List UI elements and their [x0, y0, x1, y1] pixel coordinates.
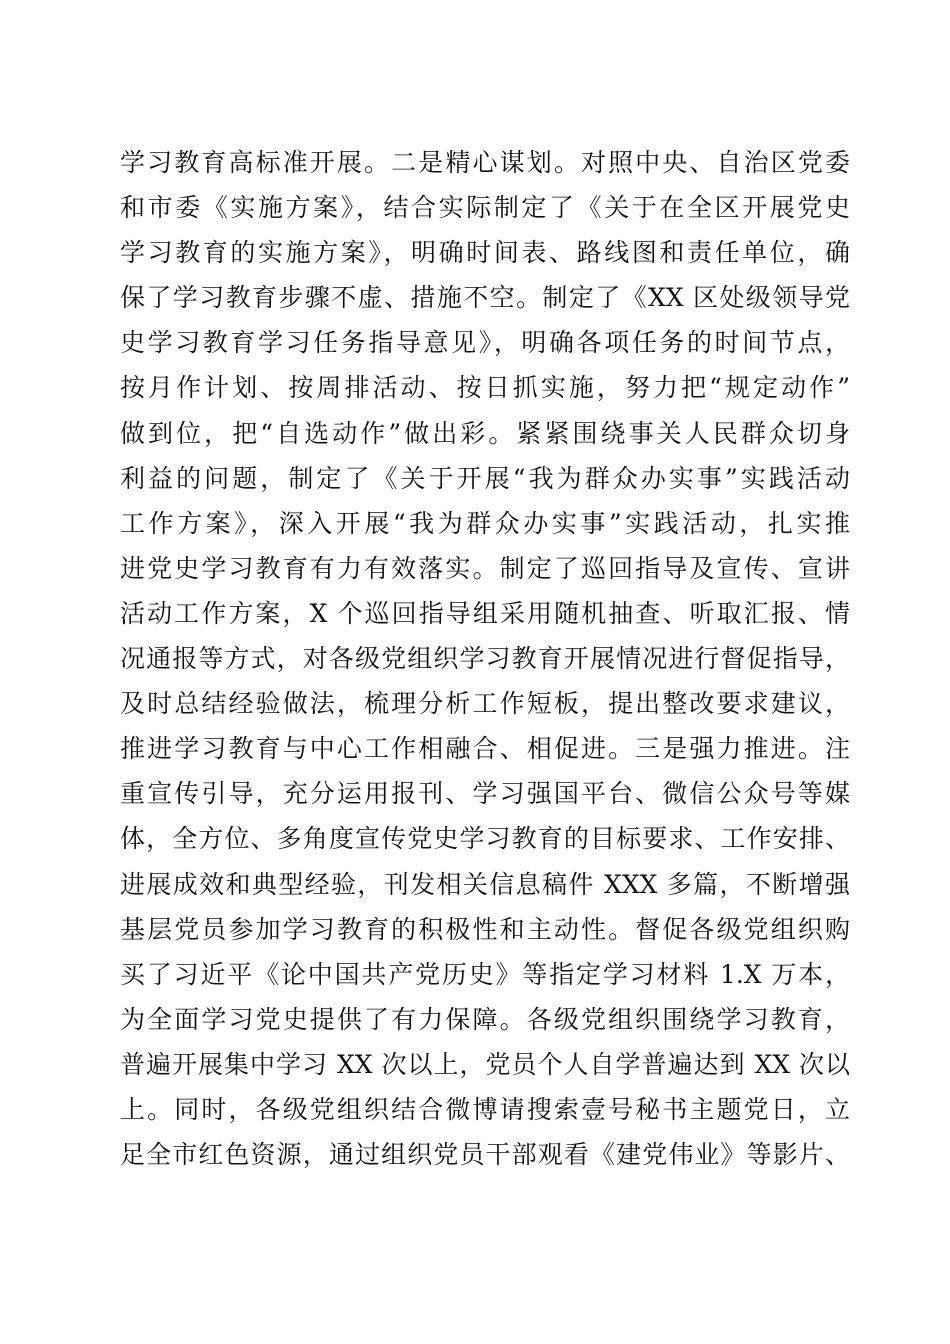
text-line: 按月作计划、按周排活动、按日抓实施，努力把“规定动作” [120, 373, 850, 403]
text-line: 基层党员参加学习教育的积极性和主动性。督促各级党组织购 [120, 914, 850, 944]
body-text [120, 140, 850, 1177]
text-line: 保了学习教育步骤不虚、措施不空。制定了《XX 区处级领导党 [120, 283, 850, 313]
text-line: 况通报等方式，对各级党组织学习教育开展情况进行督促指导， [120, 644, 850, 674]
text-line: 工作方案》，深入开展“我为群众办实事”实践活动，扎实推 [120, 508, 850, 538]
text-line: 史学习教育学习任务指导意见》，明确各项任务的时间节点， [120, 328, 850, 358]
text-line: 足全市红色资源，通过组织党员干部观看《建党伟业》等影片、 [120, 1140, 850, 1170]
text-line: 上。同时，各级党组织结合微博请搜索壹号秘书主题党日，立 [120, 1094, 850, 1124]
text-line: 活动工作方案，X 个巡回指导组采用随机抽查、听取汇报、情 [120, 598, 850, 628]
text-line: 进党史学习教育有力有效落实。制定了巡回指导及宣传、宣讲 [120, 553, 850, 583]
text-line: 利益的问题，制定了《关于开展“我为群众办实事”实践活动 [120, 463, 850, 493]
text-line: 为全面学习党史提供了有力保障。各级党组织围绕学习教育， [120, 1004, 850, 1034]
text-line: 普遍开展集中学习 XX 次以上，党员个人自学普遍达到 XX 次以 [120, 1049, 850, 1079]
text-line: 及时总结经验做法，梳理分析工作短板，提出整改要求建议， [120, 689, 850, 719]
text-line: 学习教育的实施方案》，明确时间表、路线图和责任单位，确 [120, 238, 850, 268]
text-line: 推进学习教育与中心工作相融合、相促进。三是强力推进。注 [120, 734, 850, 764]
text-line: 和市委《实施方案》，结合实际制定了《关于在全区开展党史 [120, 193, 850, 223]
text-line: 做到位，把“自选动作”做出彩。紧紧围绕事关人民群众切身 [120, 418, 850, 448]
text-line: 买了习近平《论中国共产党历史》等指定学习材料 1.X 万本， [120, 959, 850, 989]
text-line: 重宣传引导，充分运用报刊、学习强国平台、微信公众号等媒 [120, 779, 850, 809]
text-line: 进展成效和典型经验，刊发相关信息稿件 XXX 多篇，不断增强 [120, 869, 850, 899]
text-line: 学习教育高标准开展。二是精心谋划。对照中央、自治区党委 [120, 148, 850, 177]
text-line: 体，全方位、多角度宣传党史学习教育的目标要求、工作安排、 [120, 824, 850, 854]
